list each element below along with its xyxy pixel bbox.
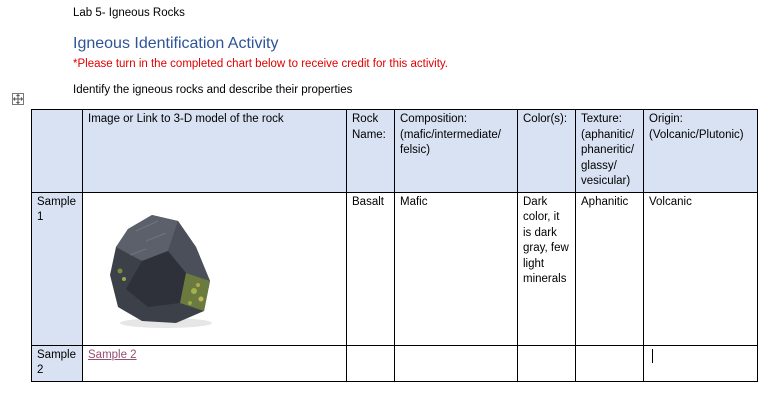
- sample-1-label[interactable]: Sample 1: [32, 192, 83, 345]
- sample-2-color[interactable]: [518, 345, 576, 381]
- table-row: [32, 345, 758, 381]
- table-move-handle-icon[interactable]: [12, 93, 24, 105]
- header-rock-name[interactable]: Rock Name:: [347, 110, 395, 193]
- sample-1-origin[interactable]: Volcanic: [644, 192, 758, 345]
- sample-2-rock-name[interactable]: [347, 345, 395, 381]
- sample-2-composition[interactable]: [395, 345, 518, 381]
- sample-1-image-cell[interactable]: [83, 192, 347, 345]
- header-texture[interactable]: Texture: (aphanitic/ phaneritic/ glassy/ vesicular): [576, 110, 644, 193]
- text-cursor: [652, 349, 653, 363]
- sample-2-origin[interactable]: [644, 345, 758, 381]
- table-header-row: [32, 110, 758, 193]
- instruction-text: Identify the igneous rocks and describe their properties: [73, 84, 353, 96]
- document-header: Lab 5- Igneous Rocks: [73, 7, 185, 19]
- sample-1-texture[interactable]: Aphanitic: [576, 192, 644, 345]
- rock-identification-table: [31, 109, 758, 382]
- credit-notice: *Please turn in the completed chart below to receive credit for this activity.: [73, 58, 448, 70]
- sample-2-link[interactable]: Sample 2: [88, 348, 137, 361]
- basalt-rock-image: [106, 211, 218, 329]
- header-color[interactable]: Color(s):: [518, 110, 576, 193]
- page-title: Igneous Identification Activity: [73, 35, 279, 52]
- sample-1-rock-name[interactable]: Basalt: [347, 192, 395, 345]
- header-composition[interactable]: Composition: (mafic/intermediate/ felsic): [395, 110, 518, 193]
- sample-2-label[interactable]: Sample 2: [32, 345, 83, 381]
- header-corner-cell[interactable]: [32, 110, 83, 193]
- header-image[interactable]: Image or Link to 3-D model of the rock: [83, 110, 347, 193]
- header-origin[interactable]: Origin: (Volcanic/Plutonic): [644, 110, 758, 193]
- table-row: [32, 192, 758, 345]
- sample-2-link-cell[interactable]: [83, 345, 347, 381]
- sample-1-composition[interactable]: Mafic: [395, 192, 518, 345]
- sample-1-color[interactable]: Dark color, it is dark gray, few light minerals: [518, 192, 576, 345]
- sample-2-texture[interactable]: [576, 345, 644, 381]
